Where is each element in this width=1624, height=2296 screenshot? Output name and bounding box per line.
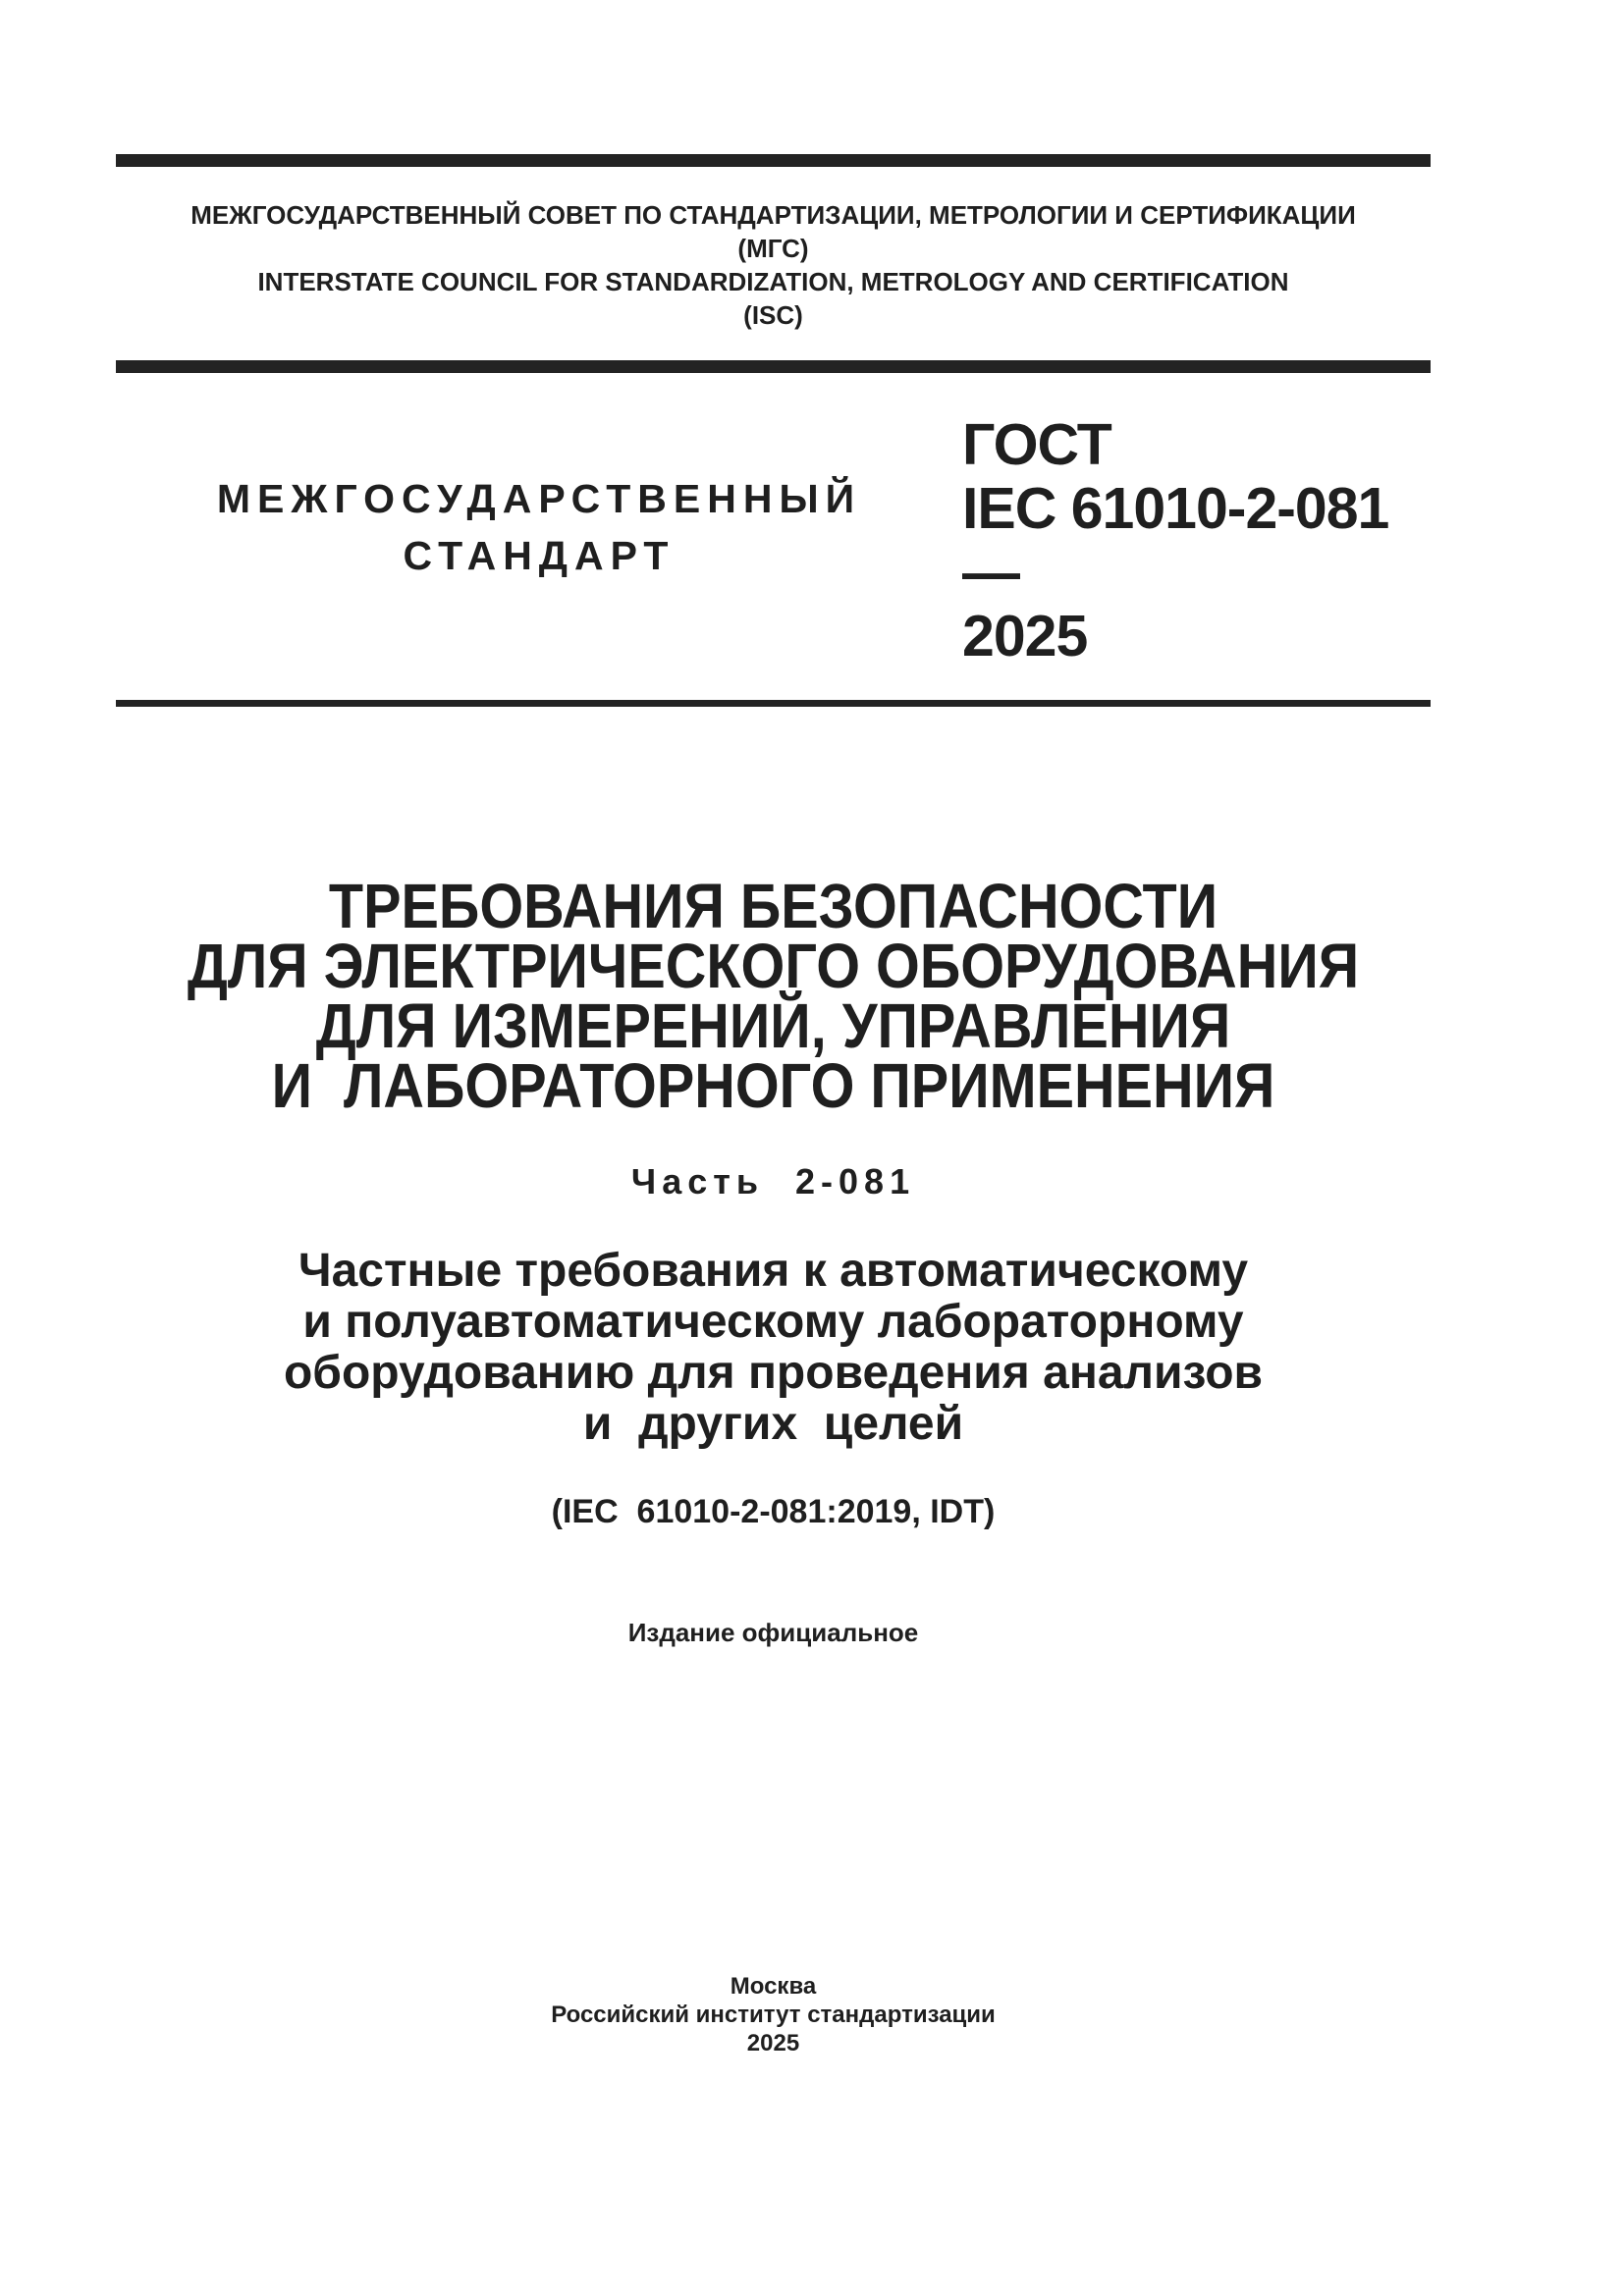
standard-type-label [116,470,962,584]
imprint-block [116,1972,1431,2057]
title-line-1: ТРЕБОВАНИЯ БЕЗОПАСНОСТИ [328,871,1218,941]
council-header [116,198,1431,332]
title-line-2: ДЛЯ ЭЛЕКТРИЧЕСКОГО ОБОРУДОВАНИЯ [187,931,1360,1001]
title-line-3: ДЛЯ ИЗМЕРЕНИЙ, УПРАВЛЕНИЯ [315,990,1231,1061]
designation-number: IEC 61010-2-081— [962,476,1389,605]
standard-type-line-2: СТАНДАРТ [403,533,676,578]
imprint-year: 2025 [746,2030,800,2056]
designation-prefix: ГОСТ [962,412,1111,477]
official-edition-note: Издание официальное [627,1618,919,1647]
imprint-city: Москва [730,1973,817,2000]
designation-bottom-rule [116,700,1431,707]
designation-year: 2025 [962,604,1088,668]
council-name-ru: МЕЖГОСУДАРСТВЕННЫЙ СОВЕТ ПО СТАНДАРТИЗАЦИИ, МЕТРОЛОГИИ И СЕРТИФИКАЦИИ [190,200,1356,230]
standard-type-line-1: МЕЖГОСУДАРСТВЕННЫЙ [216,476,862,521]
council-abbr-en: (ISC) [743,300,803,330]
council-name-en: INTERSTATE COUNCIL FOR STANDARDIZATION, METROLOGY AND CERTIFICATION [257,267,1289,296]
subtitle-line-4: и других целей [582,1398,964,1450]
standard-title [182,871,1365,1121]
subtitle-line-3: оборудованию для проведения анализов [283,1347,1264,1399]
council-abbr-ru: (МГС) [737,234,809,263]
standard-designation [962,413,1431,668]
header-bottom-rule [116,360,1431,373]
subtitle-line-2: и полуавтоматическому лабораторному [302,1296,1244,1348]
idt-reference: (IEC 61010-2-081:2019, IDT) [551,1493,996,1530]
subtitle-line-1: Частные требования к автоматическому [298,1245,1249,1297]
top-rule [116,154,1431,167]
imprint-publisher: Российский институт стандартизации [551,2002,996,2028]
part-designation: Часть 2-081 [630,1161,916,1201]
standard-subtitle [116,1246,1431,1450]
standard-type-row [116,412,1431,668]
title-line-4: И ЛАБОРАТОРНОГО ПРИМЕНЕНИЯ [271,1050,1275,1121]
